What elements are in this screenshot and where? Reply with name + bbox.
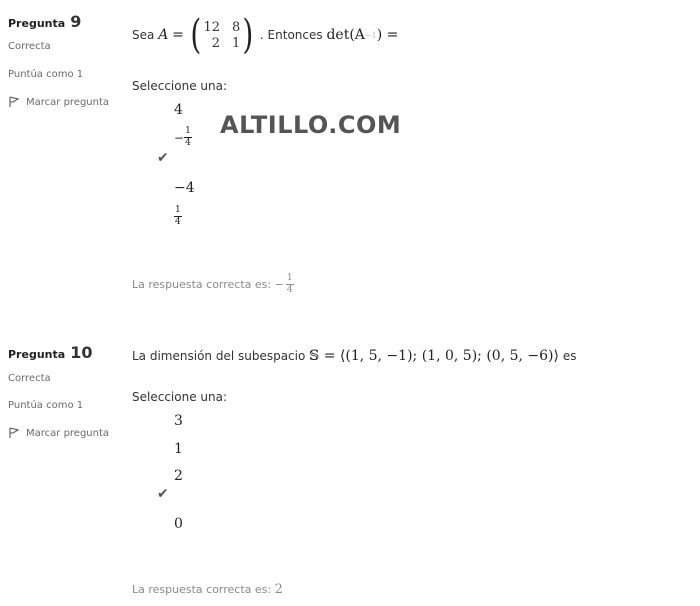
- answer-value: 2: [274, 582, 283, 597]
- question-9-title: [8, 12, 81, 31]
- question-9-text: [132, 14, 398, 56]
- q9-option-4[interactable]: [174, 206, 182, 227]
- q9-det-expr: det(A: [326, 27, 365, 43]
- matrix-cell: 8: [232, 19, 241, 35]
- question-10-select-label: Seleccione una:: [132, 390, 227, 404]
- option-sign: −: [174, 130, 185, 145]
- question-9-score: Puntúa como 1: [8, 69, 84, 80]
- fraction-numerator: 1: [286, 273, 293, 283]
- left-paren: (: [190, 12, 202, 58]
- option-fraction: [184, 127, 192, 148]
- question-10-status: Correcta: [8, 373, 51, 384]
- q10-option-4[interactable]: 0: [174, 516, 183, 532]
- q9-text-mid: . Entonces: [259, 28, 323, 42]
- q9-text-pre: Sea: [132, 28, 155, 42]
- q9-var-a: A: [158, 27, 169, 43]
- q10-text-pre: La dimensión del subespacio: [132, 349, 306, 363]
- question-9-status: Correcta: [8, 41, 51, 52]
- matrix-a: [188, 12, 256, 58]
- fraction-numerator: 1: [175, 205, 181, 215]
- question-10-correct-answer: [132, 582, 283, 597]
- q10-option-2[interactable]: 1: [174, 441, 183, 457]
- question-number: 9: [70, 12, 82, 31]
- option-fraction: [174, 206, 182, 227]
- question-number: 10: [70, 343, 93, 362]
- fraction-denominator: 4: [175, 217, 181, 227]
- q9-option-3[interactable]: −4: [174, 180, 195, 196]
- matrix-cell: 12: [203, 19, 221, 35]
- right-paren: ): [242, 12, 254, 58]
- flag-icon: [8, 427, 20, 439]
- check-icon: ✔: [157, 486, 169, 502]
- matrix-cell: 2: [211, 35, 221, 51]
- q9-option-1[interactable]: 4: [174, 102, 183, 118]
- question-10-title: [8, 343, 93, 362]
- question-9-select-label: Seleccione una:: [132, 79, 227, 93]
- flag-label: Marcar pregunta: [26, 427, 110, 439]
- question-9-info: [8, 12, 81, 31]
- question-10-info: [8, 343, 93, 362]
- q9-det-exponent: −1: [364, 30, 377, 40]
- question-9-flag-button[interactable]: [8, 96, 109, 108]
- fraction-numerator: 1: [185, 126, 191, 136]
- question-10-flag-button[interactable]: [8, 427, 109, 439]
- question-10-text: [132, 346, 576, 366]
- q10-text-post: es: [562, 349, 577, 363]
- answer-label: La respuesta correcta es:: [132, 583, 272, 596]
- question-label: Pregunta: [8, 348, 66, 361]
- check-icon: ✔: [157, 150, 169, 166]
- fraction-denominator: 4: [185, 138, 191, 148]
- question-label: Pregunta: [8, 17, 66, 30]
- question-9-correct-answer: [132, 274, 294, 295]
- question-10-score: Puntúa como 1: [8, 400, 84, 411]
- answer-fraction: [286, 274, 294, 295]
- matrix-cell: 1: [232, 35, 241, 51]
- answer-label: La respuesta correcta es:: [132, 278, 272, 291]
- q10-math: 𝕊 = ⟨(1, 5, −1); (1, 0, 5); (0, 5, −6)⟩: [309, 348, 559, 364]
- q10-option-3[interactable]: 2: [174, 468, 183, 484]
- q10-option-1[interactable]: 3: [174, 413, 183, 429]
- flag-icon: [8, 96, 20, 108]
- answer-sign: −: [274, 278, 284, 291]
- q9-det-close: ) =: [376, 27, 399, 43]
- q9-eq: =: [172, 27, 184, 43]
- watermark: ALTILLO.COM: [220, 111, 402, 139]
- fraction-denominator: 4: [286, 285, 293, 295]
- flag-label: Marcar pregunta: [26, 96, 110, 108]
- q9-option-2[interactable]: [174, 127, 192, 148]
